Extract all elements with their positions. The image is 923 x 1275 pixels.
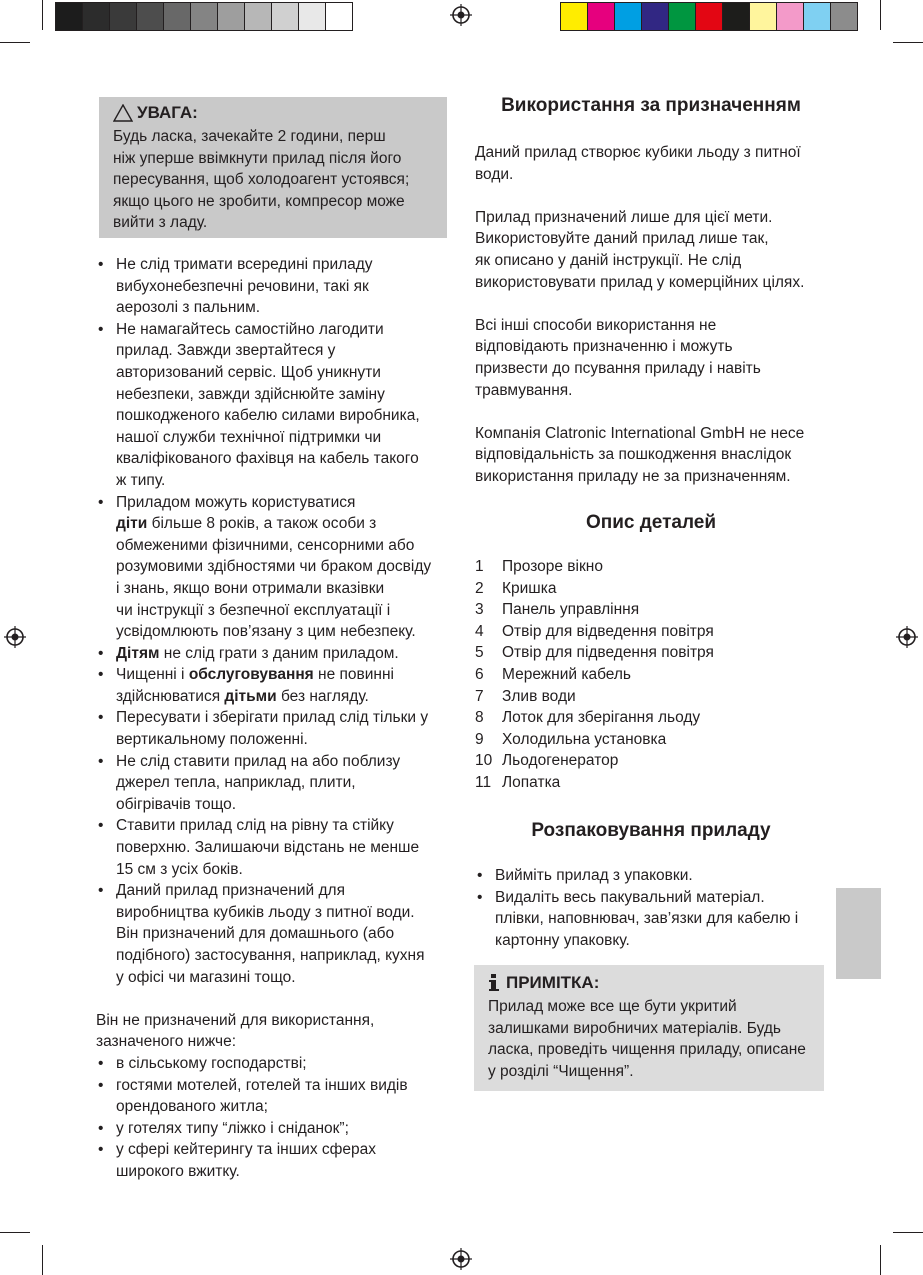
part-number: 8 [475, 709, 484, 727]
language-tab [836, 888, 881, 979]
paragraph [475, 423, 827, 488]
line: • гостями мотелей, готелей та інших видів [116, 1076, 408, 1094]
line: • у готелях типу “ліжко і сніданок”; [116, 1119, 349, 1137]
line: Всі інші способи використання не [475, 316, 717, 334]
line: обмеженими фізичними, сенсорними або [116, 536, 415, 554]
crop-mark [0, 42, 30, 43]
part-label: Мережний кабель [502, 665, 631, 683]
color-swatch [137, 3, 164, 30]
line: Він призначений для домашнього (або [116, 925, 395, 943]
color-swatch [642, 3, 669, 30]
list-item [475, 621, 827, 643]
note-line: у розділі “Чищення”. [488, 1062, 634, 1080]
text: здійснюватися [116, 687, 225, 705]
warning-box [99, 97, 447, 238]
list-item [475, 729, 827, 751]
color-swatch [777, 3, 804, 30]
line: Даний прилад створює кубики льоду з питної [475, 144, 801, 161]
list-item [96, 1075, 450, 1118]
line: авторизований сервіс. Щоб уникнути [116, 363, 381, 381]
line: вибухонебезпечні речовини, такі як [116, 277, 369, 295]
crop-mark [42, 0, 43, 30]
line: • Не намагайтесь самостійно лагодити [116, 320, 384, 338]
line: відповідальність за пошкодження внаслідок [475, 446, 792, 464]
list-item [475, 578, 827, 600]
text: без нагляду. [276, 687, 369, 705]
list-item [96, 815, 450, 880]
warning-triangle-icon [113, 104, 133, 122]
line: травмування. [475, 381, 573, 399]
registration-mark-icon [450, 4, 472, 26]
line: Використовуйте даний прилад лише так, [475, 230, 769, 248]
line: відповідають призначенню і можуть [475, 338, 733, 356]
line: • Приладом можуть користуватися [116, 493, 356, 511]
color-swatch [272, 3, 299, 30]
parts-list [475, 556, 827, 794]
part-number: 7 [475, 687, 484, 705]
paragraph [475, 207, 827, 293]
line: Компанія Clatronic International GmbH не несе [475, 424, 805, 442]
color-swatch [750, 3, 777, 30]
list-item [475, 664, 827, 686]
line: обігрівачів тощо. [116, 795, 237, 813]
line: • Даний прилад призначений для [116, 882, 345, 900]
crop-mark [0, 1232, 30, 1233]
line: картонну упаковку. [495, 931, 630, 949]
line: Прилад призначений лише для цієї мети. [475, 208, 773, 226]
part-label: Отвір для відведення повітря [502, 622, 714, 640]
part-label: Лоток для зберігання льоду [502, 709, 701, 727]
line: ж типу. [116, 471, 166, 489]
line: • Не слід ставити прилад на або поблизу [116, 752, 401, 770]
paragraph [475, 315, 827, 401]
line: небезпеки, завжди здійснюйте заміну [116, 385, 385, 403]
warning-text [113, 126, 409, 234]
line: вертикальному положенні. [116, 731, 308, 749]
line: і знань, якщо вони отримали вказівки [116, 579, 385, 597]
part-label: Лопатка [502, 773, 561, 791]
list-item [96, 492, 450, 643]
warning-title: УВАГА: [137, 103, 198, 122]
color-swatch [696, 3, 723, 30]
part-number: 11 [475, 773, 492, 791]
bold-text: дітьми [224, 687, 277, 705]
line: • Не слід тримати всередині приладу [116, 256, 373, 273]
list-item [96, 319, 450, 492]
color-swatch [804, 3, 831, 30]
part-number: 5 [475, 644, 484, 662]
line: кваліфікованого фахівця на кабель такого [116, 450, 419, 468]
line [116, 686, 450, 708]
parts-heading: Опис деталей [585, 512, 717, 533]
list-item [96, 751, 450, 816]
intended-use-text [475, 142, 827, 488]
unpacking-list [475, 865, 827, 951]
text: не слід грати з даним приладом. [159, 644, 399, 662]
note-text [488, 996, 806, 1082]
line: чи інструкції з безпечної експлуатації і [116, 601, 391, 619]
list-item [96, 254, 450, 319]
text: не повинні [313, 666, 394, 684]
note-line: Прилад може все ще бути укритий [488, 998, 737, 1015]
line [116, 513, 450, 535]
warning-line: Будь ласка, зачекайте 2 години, перш [113, 128, 386, 145]
note-box [474, 965, 824, 1091]
line: поверхню. Залишаючи відстань не менше [116, 839, 420, 857]
list-item [475, 599, 827, 621]
crop-mark [880, 1245, 881, 1275]
note-line: залишками виробничих матеріалів. Будь [488, 1019, 781, 1037]
line: призвести до псування приладу і навіть [475, 359, 761, 377]
part-number: 6 [475, 665, 484, 683]
list-item [96, 1139, 450, 1182]
line: усвідомлюють пов’язану з цим небезпеку. [116, 623, 416, 641]
line: • Видаліть весь пакувальний матеріал. [495, 888, 765, 906]
list-item [475, 556, 827, 578]
part-label: Панель управління [502, 601, 640, 619]
safety-list [96, 254, 450, 988]
line: • у сфері кейтерингу та інших сферах [116, 1141, 376, 1159]
not-intended-intro [96, 1010, 450, 1053]
line: у офісі чи магазині тощо. [116, 968, 296, 986]
list-item [475, 772, 827, 794]
line: аерозолі з пальним. [116, 299, 261, 317]
list-item [475, 642, 827, 664]
registration-mark-icon [4, 626, 26, 648]
color-swatch [83, 3, 110, 30]
color-swatch [56, 3, 83, 30]
line: орендованого житла; [116, 1098, 268, 1116]
part-number: 3 [475, 601, 484, 619]
crop-mark [880, 0, 881, 30]
part-number: 9 [475, 730, 484, 748]
color-swatch [615, 3, 642, 30]
line: використовувати прилад у комерційних цілях. [475, 273, 805, 291]
line: нашої служби технічної підтримки чи [116, 428, 382, 446]
color-swatch [245, 3, 272, 30]
list-item [475, 686, 827, 708]
intended-use-heading: Використання за призначенням [501, 95, 801, 116]
parts-section [475, 556, 827, 794]
list-item [96, 664, 450, 707]
line: виробництва кубиків льоду з питної води. [116, 903, 415, 921]
color-swatch [299, 3, 326, 30]
part-label: Прозоре вікно [502, 558, 603, 575]
note-line: ласка, проведіть чищення приладу, описане [488, 1041, 806, 1058]
list-item [96, 1118, 450, 1140]
line: • Пересувати і зберігати прилад слід тільки у [116, 709, 429, 727]
line: розумовими здібностями чи браком досвіду [116, 558, 432, 576]
part-label: Холодильна установка [502, 730, 667, 748]
list-item [96, 707, 450, 750]
crop-mark [42, 1245, 43, 1275]
line: пошкодженого кабелю силами виробника, [116, 407, 420, 425]
crop-mark [893, 1232, 923, 1233]
line: використання приладу не за призначенням. [475, 467, 791, 485]
text: Чищенні і [116, 666, 189, 684]
color-swatch [669, 3, 696, 30]
text: більше 8 років, а також особи з [147, 515, 377, 533]
grayscale-color-bar [55, 2, 353, 31]
list-item [475, 707, 827, 729]
unpacking-section [475, 865, 827, 951]
color-swatch [218, 3, 245, 30]
not-intended-list [96, 1053, 450, 1183]
color-swatch [561, 3, 588, 30]
list-item [475, 887, 827, 952]
color-swatch [164, 3, 191, 30]
line: 15 см з усіх боків. [116, 860, 243, 878]
line [116, 664, 450, 686]
color-swatch [831, 3, 857, 30]
line: плівки, наповнювач, зав’язки для кабелю і [495, 910, 799, 928]
list-item [96, 1053, 450, 1075]
bold-text: діти [116, 515, 148, 533]
part-label: Отвір для підведення повітря [502, 644, 714, 662]
warning-line: ніж уперше ввімкнути прилад після його [113, 149, 402, 167]
warning-line: якщо цього не зробити, компресор може [113, 192, 405, 210]
list-item [96, 880, 450, 988]
warning-line: вийти з ладу. [113, 214, 208, 231]
part-number: 4 [475, 622, 484, 640]
color-swatch [723, 3, 750, 30]
part-label: Кришка [502, 579, 557, 597]
color-swatch [191, 3, 218, 30]
list-item [96, 643, 450, 665]
color-swatch [110, 3, 137, 30]
bold-text: Дітям [116, 644, 160, 662]
safety-column [96, 254, 450, 1183]
registration-mark-icon [450, 1248, 472, 1270]
list-item [475, 750, 827, 772]
paragraph [475, 142, 827, 185]
part-label: Злив води [502, 687, 576, 705]
line: як описано у даній інструкції. Не слід [475, 251, 742, 269]
line: подібного) застосування, наприклад, кухня [116, 947, 425, 964]
info-icon [488, 974, 500, 992]
bold-text: обслуговування [188, 666, 314, 684]
unpacking-heading: Розпаковування приладу [531, 820, 771, 841]
part-number: 10 [475, 752, 493, 770]
line: води. [475, 165, 514, 183]
line: • Ставити прилад слід на рівну та стійку [116, 817, 394, 835]
list-item [475, 865, 827, 887]
color-swatch [326, 3, 352, 30]
part-number: 2 [475, 579, 484, 597]
line: широкого вжитку. [116, 1162, 240, 1180]
part-number: 1 [475, 558, 484, 575]
note-title: ПРИМІТКА: [506, 973, 600, 992]
warning-line: пересування, щоб холодоагент устоявся; [113, 171, 410, 188]
line: джерел тепла, наприклад, плити, [116, 774, 356, 792]
line: Він не призначений для використання, [96, 1011, 375, 1029]
line: зазначеного нижче: [96, 1033, 237, 1051]
process-color-bar [560, 2, 858, 31]
line: • в сільському господарстві; [116, 1054, 307, 1072]
crop-mark [893, 42, 923, 43]
line: прилад. Завжди звертайтеся у [116, 342, 336, 360]
line: • Вийміть прилад з упаковки. [495, 867, 693, 884]
color-swatch [588, 3, 615, 30]
registration-mark-icon [896, 626, 918, 648]
part-label: Льодогенератор [502, 752, 619, 770]
